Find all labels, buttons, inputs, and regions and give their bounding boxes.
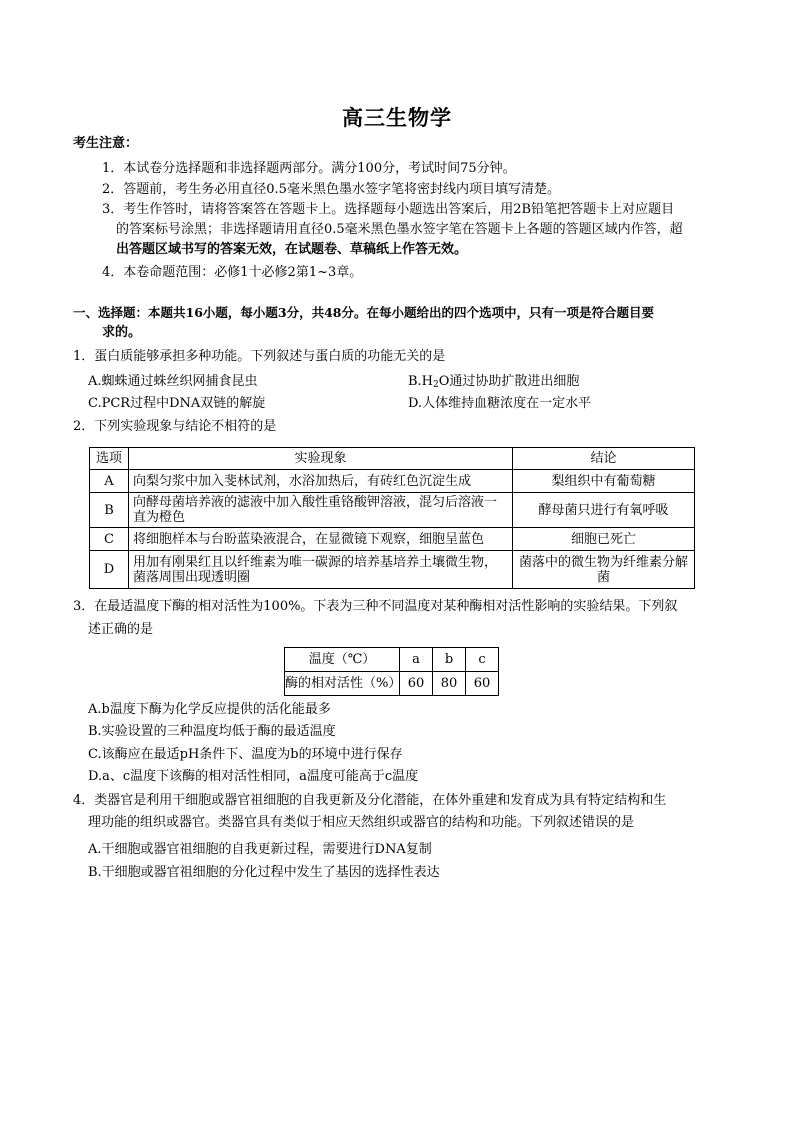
- q2-row-b-option: B: [90, 493, 129, 528]
- q3-option-c: C.该酶应在最适pH条件下、温度为b的环境中进行保存: [88, 747, 403, 762]
- q2-header-phenomenon: 实验现象: [129, 448, 513, 470]
- q3-activity-c: 60: [466, 672, 499, 696]
- q2-row-b-phenomenon: 向酵母菌培养液的滤液中加入酸性重铬酸钾溶液，混匀后溶液一直为橙色: [129, 493, 513, 528]
- q3-activity-b: 80: [433, 672, 466, 696]
- q2-row-a-option: A: [90, 470, 129, 493]
- q3-activity-a: 60: [400, 672, 433, 696]
- q1-option-d: D.人体维持血糖浓度在一定水平: [408, 396, 592, 411]
- q2-row-c-option: C: [90, 528, 129, 551]
- q4-stem: 4．类器官是利用干细胞或器官祖细胞的自我更新及分化潜能，在体外重建和发育成为具有特定结构和生: [73, 793, 667, 808]
- q3-temp-c: c: [466, 648, 499, 672]
- q2-row-a-conclusion: 梨组织中有葡萄糖: [513, 470, 695, 493]
- section-heading: 一、选择题：本题共16小题，每小题3分，共48分。在每小题给出的四个选项中，只有一项是符合题目要: [73, 305, 654, 320]
- q3-temp-a: a: [400, 648, 433, 672]
- q3-temp-b: b: [433, 648, 466, 672]
- notice-item-3-bold: 出答题区域书写的答案无效，在试题卷、草稿纸上作答无效。: [116, 242, 468, 257]
- q3-activity-label: 酶的相对活性（%）: [285, 672, 400, 696]
- q2-row-b-conclusion: 酵母菌只进行有氧呼吸: [513, 493, 695, 528]
- q2-row-d-phenomenon: 用加有刚果红且以纤维素为唯一碳源的培养基培养土壤微生物，菌落周围出现透明圈: [129, 551, 513, 589]
- q4-option-b: B.干细胞或器官祖细胞的分化过程中发生了基因的选择性表达: [88, 865, 440, 880]
- q2-row-d-conclusion: 菌落中的微生物为纤维素分解菌: [513, 551, 695, 589]
- q3-temp-label: 温度（℃）: [285, 648, 400, 672]
- q2-stem: 2．下列实验现象与结论不相符的是: [73, 419, 277, 434]
- q1-option-c: C.PCR过程中DNA双链的解旋: [88, 396, 266, 411]
- notice-item-4: 4．本卷命题范围：必修1十必修2第1~3章。: [102, 265, 363, 280]
- q2-header-conclusion: 结论: [513, 448, 695, 470]
- q4-option-a: A.干细胞或器官祖细胞的自我更新过程，需要进行DNA复制: [88, 842, 432, 857]
- q3-option-b: B.实验设置的三种温度均低于酶的最适温度: [88, 724, 336, 739]
- q3-stem: 3．在最适温度下酶的相对活性为100%。下表为三种不同温度对某种酶相对活性影响的实验结果。下列叙: [73, 599, 678, 614]
- q1-option-b: $B.H_2O$通过协助扩散进出细胞: [408, 374, 580, 390]
- q2-table: [89, 447, 695, 589]
- q3-option-a: A.b温度下酶为化学反应提供的活化能最多: [88, 702, 331, 717]
- q2-row-d-option: D: [90, 551, 129, 589]
- notice-heading: 考生注意：: [73, 136, 139, 151]
- notice-item-2: 2．答题前，考生务必用直径0.5毫米黑色墨水签字笔将密封线内项目填写清楚。: [102, 182, 560, 197]
- q2-header-option: 选项: [90, 448, 129, 470]
- q2-row-a-phenomenon: 向梨匀浆中加入斐林试剂，水浴加热后，有砖红色沉淀生成: [129, 470, 513, 493]
- notice-item-3: 3．考生作答时，请将答案答在答题卡上。选择题每小题选出答案后，用2B铅笔把答题卡上对应题目: [102, 202, 675, 217]
- notice-item-1: 1．本试卷分选择题和非选择题两部分。满分100分，考试时间75分钟。: [102, 161, 516, 176]
- q1-option-a: A.蜘蛛通过蛛丝织网捕食昆虫: [88, 374, 258, 389]
- page-title: 高三生物学: [342, 105, 452, 130]
- q3-stem-cont: 述正确的是: [88, 622, 154, 637]
- q1-stem: 1．蛋白质能够承担多种功能。下列叙述与蛋白质的功能无关的是: [73, 349, 446, 364]
- q3-option-d: D.a、c温度下该酶的相对活性相同，a温度可能高于c温度: [88, 769, 419, 784]
- section-heading-cont: 求的。: [102, 325, 142, 340]
- q2-row-c-conclusion: 细胞已死亡: [513, 528, 695, 551]
- q4-stem-cont: 理功能的组织或器官。类器官具有类似于相应天然组织或器官的结构和功能。下列叙述错误的是: [88, 815, 635, 830]
- notice-item-3-cont: 的答案标号涂黑；非选择题请用直径0.5毫米黑色墨水签字笔在答题卡上各题的答题区域内作答，超: [116, 222, 683, 237]
- q3-table: [284, 647, 499, 696]
- q2-row-c-phenomenon: 将细胞样本与台盼蓝染液混合，在显微镜下观察，细胞呈蓝色: [129, 528, 513, 551]
